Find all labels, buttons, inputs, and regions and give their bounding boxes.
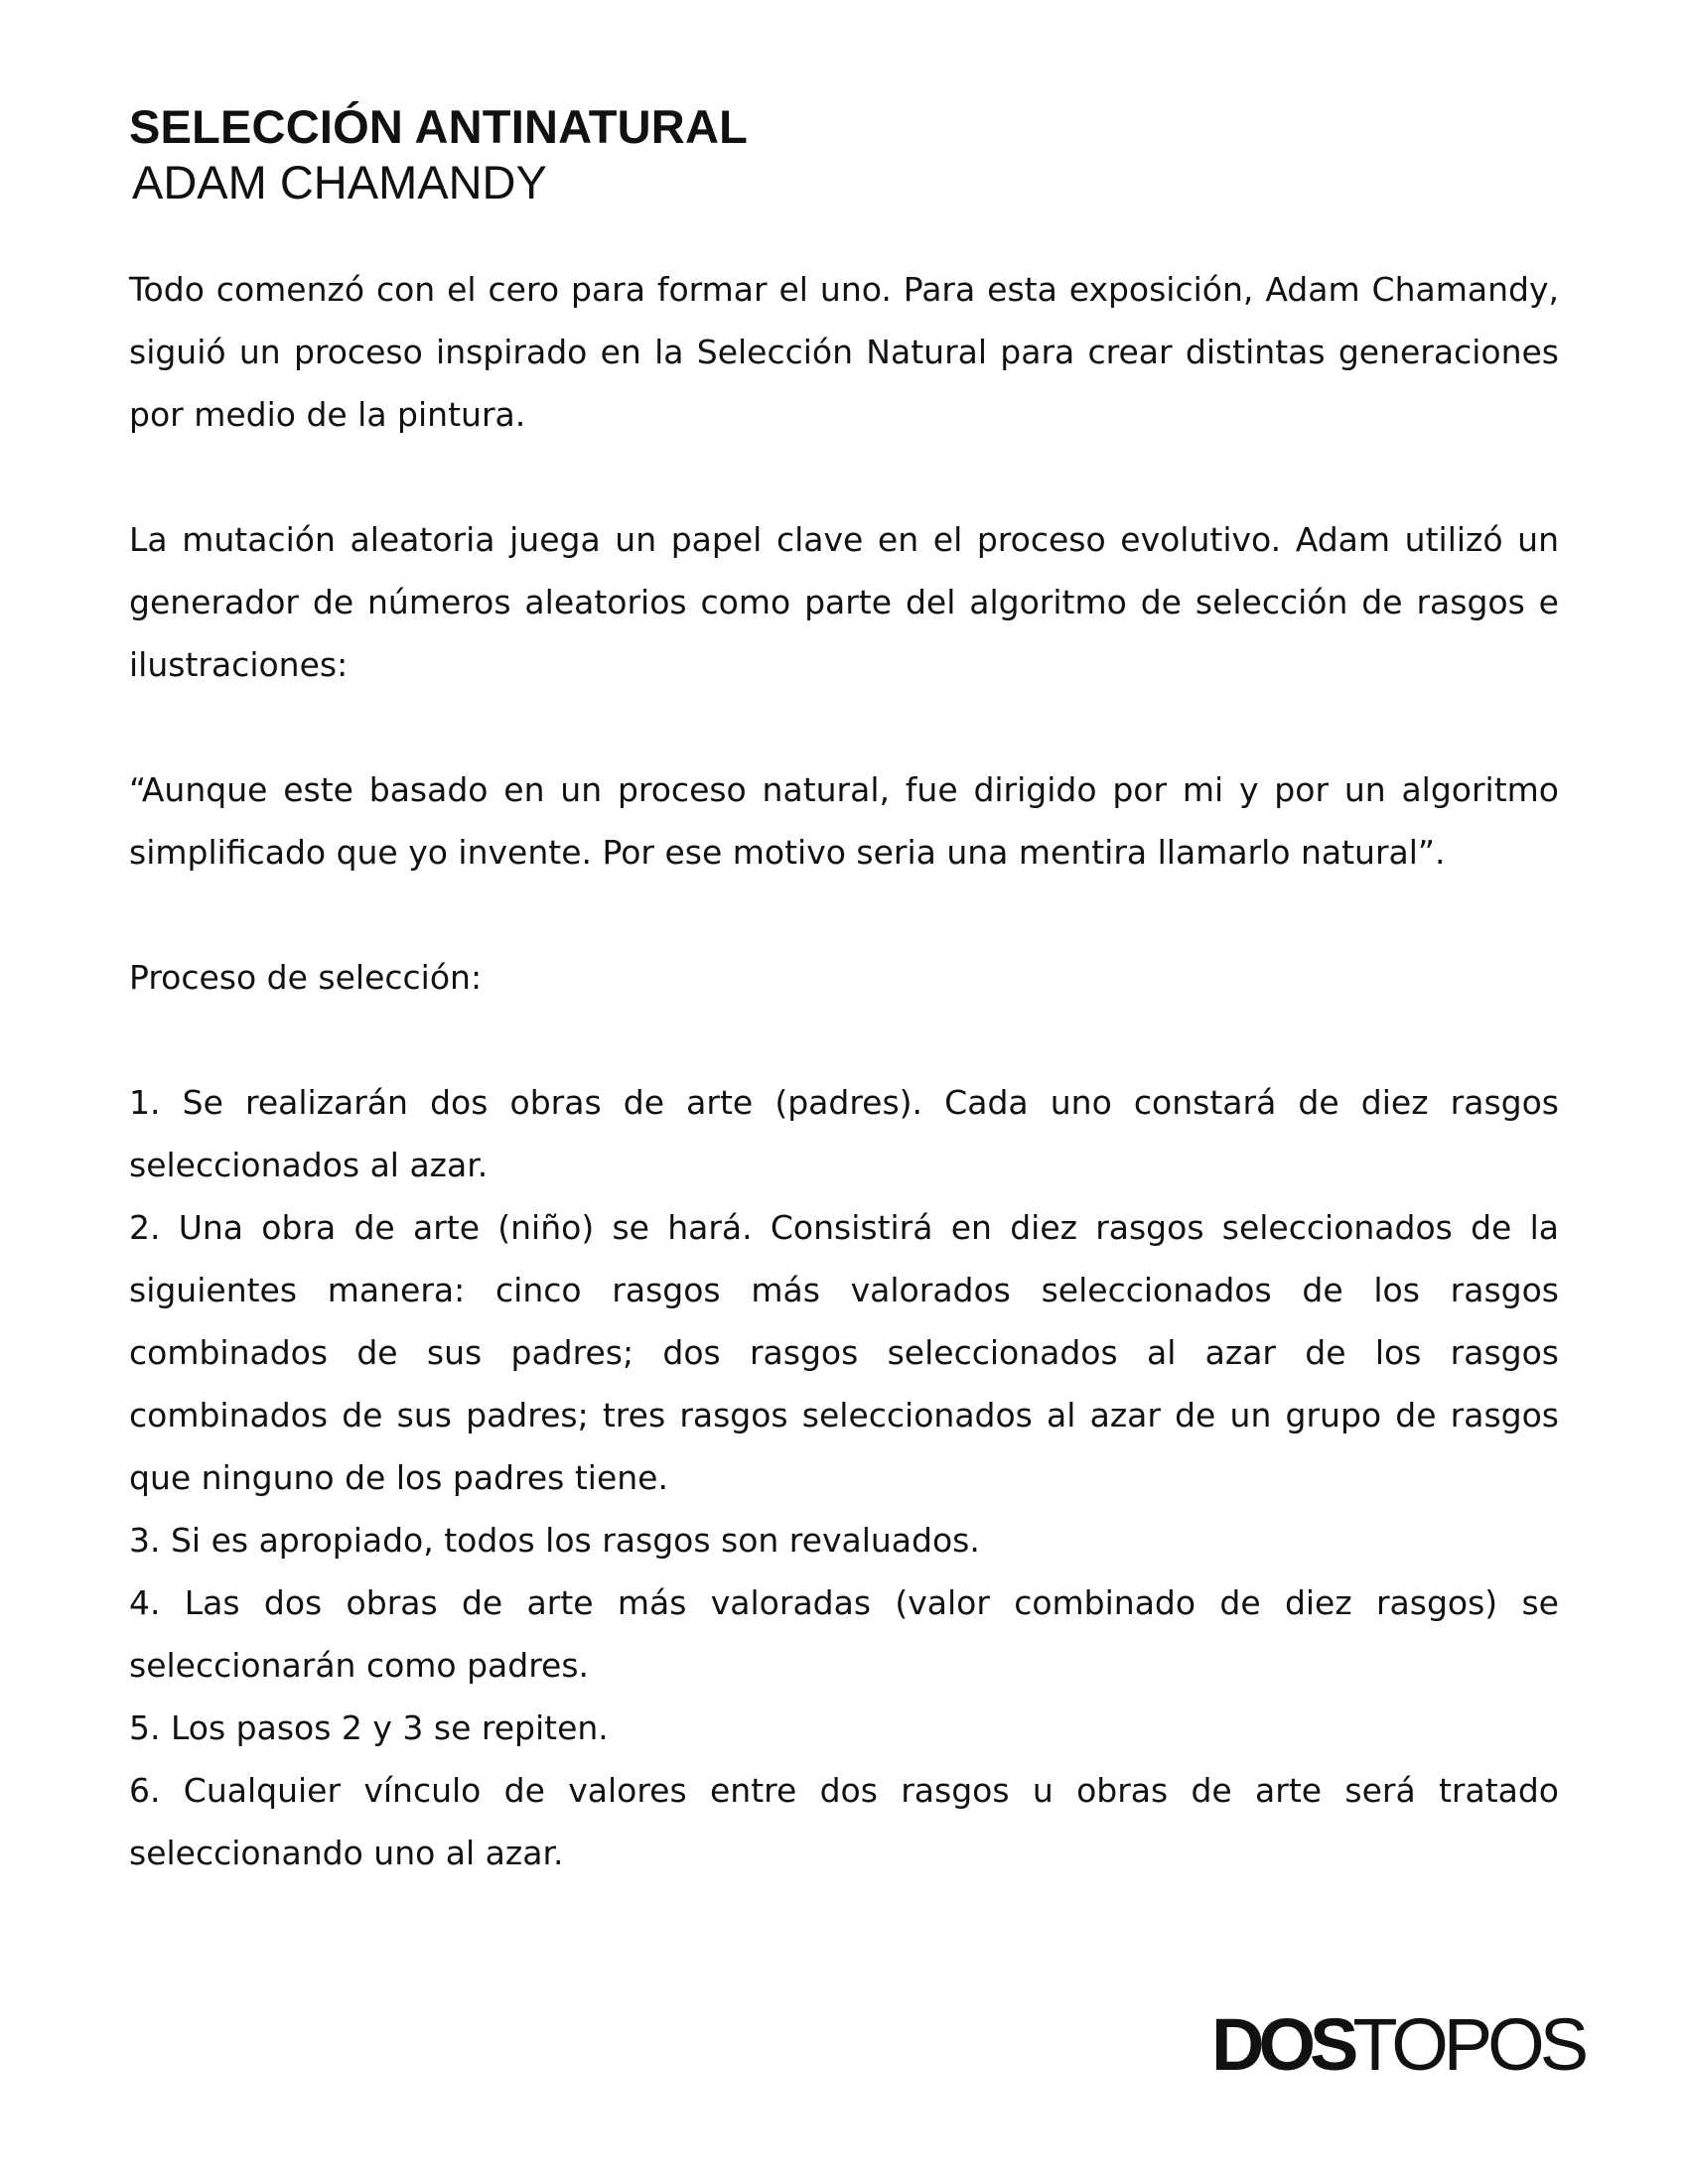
list-item: 3. Si es apropiado, todos los rasgos son revaluados. [129,1521,980,1560]
intro-paragraph: Todo comenzó con el cero para formar el uno. Para esta exposición, Adam Chamandy, siguió un proceso inspirado en la Selección Natural para crear distintas generaciones por medio de la pintura. [129,270,1559,434]
page-title: SELECCIÓN ANTINATURAL [129,100,749,153]
logo-bold-part: DOS [1211,2003,1353,2086]
process-heading: Proceso de selección: [129,958,483,997]
list-item: 6. Cualquier vínculo de valores entre dos rasgos u obras de arte será tratado seleccionando uno al azar. [129,1771,1559,1872]
paragraph-spacer [129,884,1559,946]
list-item: 5. Los pasos 2 y 3 se repiten. [129,1708,609,1747]
quote-paragraph: “Aunque este basado en un proceso natural, fue dirigido por mi y por un algoritmo simplificado que yo invente. Por ese motivo seria una mentira llamarlo natural”. [129,770,1559,872]
paragraph-spacer [129,696,1559,758]
list-item: 2. Una obra de arte (niño) se hará. Consistirá en diez rasgos seleccionados de la siguientes manera: cinco rasgos más valorados seleccionados de los rasgos combinados de sus padres; dos rasgos seleccionados al azar de los rasgos combinados de sus padres; tres rasgos seleccionados al azar de un grupo de rasgos que ninguno de los padres tiene. [129,1208,1559,1497]
selection-steps-list [129,1071,1559,1884]
list-item: 1. Se realizarán dos obras de arte (padres). Cada uno constará de diez rasgos seleccionados al azar. [129,1083,1559,1184]
paragraph-spacer [129,1009,1559,1071]
paragraph-spacer [129,446,1559,508]
document-page [129,99,1559,1884]
mutation-paragraph: La mutación aleatoria juega un papel clave en el proceso evolutivo. Adam utilizó un generador de números aleatorios como parte del algoritmo de selección de rasgos e ilustraciones: [129,520,1559,684]
author-name: ADAM CHAMANDY [132,156,547,208]
dostopos-logo [1211,2005,1584,2085]
list-item: 4. Las dos obras de arte más valoradas (valor combinado de diez rasgos) se seleccionarán como padres. [129,1583,1559,1685]
logo-light-part: TOPOS [1352,2003,1585,2086]
